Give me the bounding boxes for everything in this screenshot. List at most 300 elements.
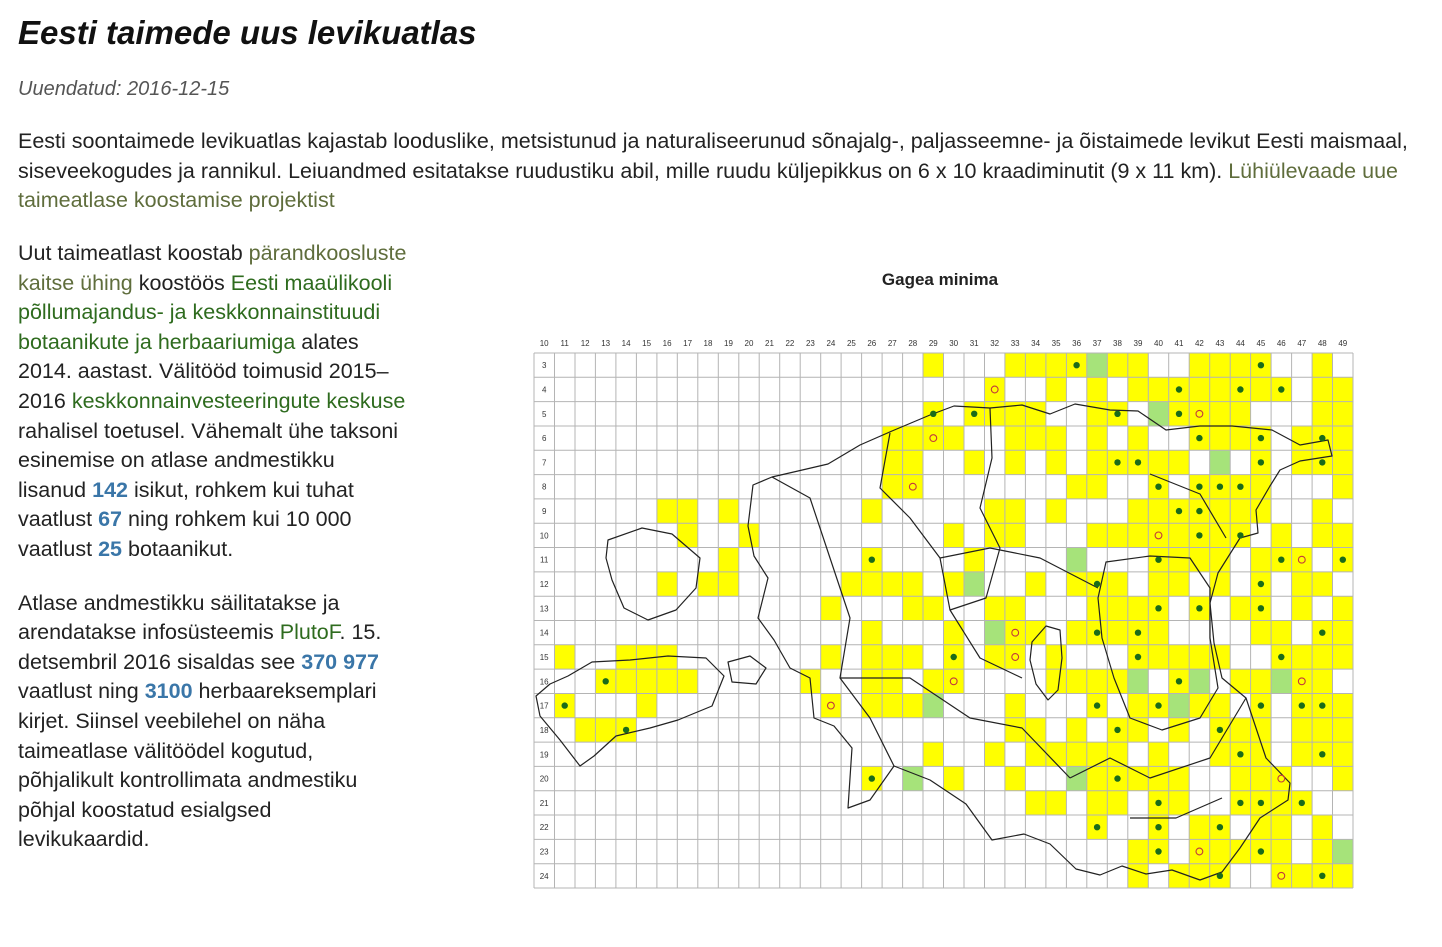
record-dot — [1217, 873, 1223, 879]
occupied-cell — [923, 742, 944, 766]
occupied-cell — [1005, 694, 1026, 718]
occupied-cell — [1312, 815, 1333, 839]
occupied-cell — [739, 523, 760, 547]
column-label: 36 — [1072, 339, 1082, 348]
project-overview-link[interactable]: Lühiülevaade uue taimeatlase koostamise projektist — [18, 158, 1398, 212]
occupied-cell — [657, 572, 678, 596]
occupied-cell — [1189, 645, 1210, 669]
occupied-cell — [1189, 815, 1210, 839]
occupied-cell — [1333, 718, 1354, 742]
map-species-title: Gagea minima — [881, 270, 999, 289]
occupied-cell — [1046, 645, 1067, 669]
record-dot — [1217, 484, 1223, 490]
column-label: 46 — [1276, 339, 1286, 348]
occupied-cell-green — [1148, 402, 1169, 426]
row-label: 7 — [541, 458, 547, 468]
thousand-observers-count: 67 — [98, 507, 123, 532]
occupied-cell — [862, 694, 883, 718]
occupied-cell — [1025, 426, 1046, 450]
record-dot — [1114, 411, 1120, 417]
page-title: Eesti taimede uus levikuatlas — [18, 14, 477, 51]
record-dot — [1319, 873, 1325, 879]
occupied-cell — [964, 450, 985, 474]
occupied-cell-green — [1066, 766, 1087, 790]
column-label: 40 — [1154, 339, 1163, 348]
record-dot — [1319, 459, 1325, 465]
row-label: 4 — [541, 385, 547, 395]
occupied-cell — [1169, 645, 1190, 669]
column-label: 47 — [1297, 339, 1307, 348]
occupied-cell — [1087, 523, 1108, 547]
record-dot — [930, 411, 936, 417]
occupied-cell — [1128, 694, 1149, 718]
record-dot — [1196, 532, 1202, 538]
record-dot — [1258, 848, 1264, 854]
occupied-cell — [1210, 402, 1231, 426]
occupied-cell — [1210, 353, 1231, 377]
occupied-cell — [985, 499, 1006, 523]
occupied-cell — [1169, 864, 1190, 888]
occupied-cell — [1169, 718, 1190, 742]
occupied-cell — [1087, 475, 1108, 499]
column-label: 14 — [621, 339, 631, 348]
occupied-cell — [1128, 426, 1149, 450]
occupied-cell — [1312, 669, 1333, 693]
occupied-cell — [1292, 572, 1313, 596]
occupied-cell — [1148, 621, 1169, 645]
occupied-cell — [1230, 839, 1251, 863]
occupied-cell — [1005, 523, 1026, 547]
occupied-cell — [1087, 766, 1108, 790]
record-dot — [1155, 484, 1161, 490]
occupied-cell — [1087, 742, 1108, 766]
column-label: 44 — [1235, 339, 1245, 348]
occupied-cell-green — [1087, 353, 1108, 377]
record-dot — [1094, 702, 1100, 708]
occupied-cell — [882, 426, 903, 450]
column-label: 13 — [601, 339, 611, 348]
occupied-cell — [1087, 377, 1108, 401]
record-dot — [1319, 435, 1325, 441]
occupied-cell — [1333, 766, 1354, 790]
row-label: 16 — [539, 677, 549, 687]
occupied-cell — [1312, 645, 1333, 669]
occupied-cell — [1128, 839, 1149, 863]
occupied-cell — [882, 694, 903, 718]
occupied-cell — [862, 499, 883, 523]
occupied-cell — [1066, 572, 1087, 596]
record-dot — [1258, 435, 1264, 441]
row-label: 10 — [539, 531, 549, 541]
occupied-cell — [1107, 669, 1128, 693]
occupied-cell — [1148, 742, 1169, 766]
heritage-society-link[interactable]: pärandkoosluste kaitse ühing — [18, 241, 407, 295]
record-dot — [951, 654, 957, 660]
occupied-cell — [1333, 742, 1354, 766]
occupied-cell — [1005, 621, 1026, 645]
text: vaatlust ning — [18, 679, 139, 704]
occupied-cell — [1292, 742, 1313, 766]
occupied-cell — [1169, 791, 1190, 815]
row-label: 11 — [540, 555, 549, 565]
occupied-cell — [1312, 572, 1333, 596]
column-label: 15 — [642, 339, 652, 348]
row-label: 5 — [541, 409, 547, 419]
occupied-cell — [1251, 742, 1272, 766]
occupied-cell — [821, 694, 842, 718]
occupied-cell — [1107, 596, 1128, 620]
updated-date: Uuendatud: 2016-12-15 — [18, 78, 230, 100]
occupied-cell — [1333, 645, 1354, 669]
row-label: 15 — [539, 653, 549, 662]
occupied-cell — [944, 426, 965, 450]
column-label: 38 — [1113, 339, 1122, 348]
column-label: 41 — [1174, 339, 1184, 348]
column-label: 24 — [826, 339, 836, 348]
column-label: 20 — [744, 339, 754, 348]
occupied-cell — [923, 426, 944, 450]
row-label: 13 — [539, 604, 549, 614]
record-dot — [1319, 630, 1325, 636]
record-dot — [1094, 824, 1100, 830]
column-label: 17 — [683, 339, 693, 348]
column-label: 22 — [785, 339, 795, 348]
occupied-cell — [1169, 523, 1190, 547]
occupied-cell — [1128, 523, 1149, 547]
occupied-cell — [862, 621, 883, 645]
record-dot — [603, 678, 609, 684]
occupied-cell — [1292, 718, 1313, 742]
column-label: 45 — [1256, 339, 1266, 348]
record-dot — [1258, 605, 1264, 611]
text: ning rohkem kui 10 000 vaatlust — [18, 507, 352, 561]
occupied-cell — [903, 645, 924, 669]
occupied-cell — [1005, 450, 1026, 474]
occupied-cell — [944, 766, 965, 790]
column-label: 32 — [990, 339, 1000, 348]
occupied-cell — [1312, 353, 1333, 377]
column-label: 19 — [724, 339, 733, 348]
occupied-cell-green — [1169, 694, 1190, 718]
occupied-cell — [1189, 839, 1210, 863]
occupied-cell — [862, 645, 883, 669]
column-label: 30 — [949, 339, 959, 348]
occupied-cell — [616, 669, 637, 693]
occupied-cell — [1189, 353, 1210, 377]
occupied-cell — [1333, 426, 1354, 450]
occupied-cell — [1230, 766, 1251, 790]
occupied-cell — [555, 645, 576, 669]
record-dot — [1155, 848, 1161, 854]
occupied-cell — [1251, 475, 1272, 499]
record-dot — [1196, 605, 1202, 611]
record-dot — [1237, 386, 1243, 392]
record-dot — [1237, 484, 1243, 490]
record-dot — [1217, 727, 1223, 733]
record-dot — [1114, 775, 1120, 781]
occupied-cell — [1046, 791, 1067, 815]
occupied-cell — [1107, 621, 1128, 645]
occupied-cell — [1046, 426, 1067, 450]
occupied-cell — [1128, 596, 1149, 620]
occupied-cell — [1333, 402, 1354, 426]
record-dot — [1176, 386, 1182, 392]
occupied-cell — [1333, 621, 1354, 645]
occupied-cell — [1210, 499, 1231, 523]
occupied-cell — [841, 572, 862, 596]
occupied-cell — [1333, 864, 1354, 888]
occupied-cell — [636, 694, 657, 718]
occupied-cell — [1046, 353, 1067, 377]
occupied-cell — [1005, 718, 1026, 742]
occupied-cell — [1271, 621, 1292, 645]
occupied-cell — [1046, 499, 1067, 523]
occupied-cell — [1025, 621, 1046, 645]
occupied-cell — [1230, 718, 1251, 742]
occupied-cell — [1128, 353, 1149, 377]
text: . 15. detsembril 2016 sisaldas see — [18, 620, 382, 674]
text: alates 2014. aastast. Välitööd toimusid 2015–2016 — [18, 329, 389, 413]
occupied-cell — [1169, 572, 1190, 596]
column-label: 25 — [846, 339, 856, 348]
occupied-cell — [677, 669, 698, 693]
record-dot — [1237, 532, 1243, 538]
column-label: 26 — [867, 339, 877, 348]
record-dot — [1176, 411, 1182, 417]
occupied-cell — [903, 596, 924, 620]
occupied-cell — [1251, 548, 1272, 572]
column-label: 35 — [1051, 339, 1061, 348]
occupied-cell — [1210, 548, 1231, 572]
tenthousand-observers-count: 25 — [98, 536, 123, 561]
occupied-cell — [1292, 669, 1313, 693]
column-label: 12 — [580, 339, 590, 348]
occupied-cell — [1025, 402, 1046, 426]
occupied-cell — [1087, 596, 1108, 620]
column-label: 10 — [539, 339, 549, 348]
row-label: 21 — [539, 798, 549, 808]
row-label: 14 — [539, 628, 549, 638]
occupied-cell — [1333, 694, 1354, 718]
occupied-cell — [1107, 353, 1128, 377]
row-label: 17 — [539, 701, 549, 711]
occupied-cell — [1189, 377, 1210, 401]
occupied-cell — [985, 523, 1006, 547]
muhu-coast — [728, 656, 766, 684]
herbarium-count: 3100 — [144, 679, 193, 704]
occupied-cell — [1210, 839, 1231, 863]
occupied-cell — [903, 426, 924, 450]
record-dot — [1340, 557, 1346, 563]
record-dot — [1114, 459, 1120, 465]
occupied-cell — [1046, 377, 1067, 401]
occupied-cell — [1312, 499, 1333, 523]
text: herbaareksemplari kirjet. Siinsel veebilehel on näha taimeatlase välitöödel kogutud, põhjalikult kontrollimata andmestiku põhjal koostatud esialgsed levikukaardid. — [18, 679, 377, 852]
column-label: 21 — [765, 339, 774, 348]
occupied-cell — [1230, 499, 1251, 523]
occupied-cell — [1189, 402, 1210, 426]
column-label: 31 — [969, 339, 979, 348]
record-dot — [1258, 800, 1264, 806]
occupied-cell — [1230, 426, 1251, 450]
record-dot — [1176, 678, 1182, 684]
occupied-cell — [1148, 766, 1169, 790]
text: botaanikut. — [128, 536, 234, 561]
occupied-cell — [1189, 864, 1210, 888]
row-label: 12 — [539, 580, 549, 589]
observations-count: 370 977 — [301, 649, 379, 674]
plutof-link[interactable]: PlutoF — [279, 620, 340, 645]
occupied-cell — [1271, 766, 1292, 790]
occupied-cell — [1312, 839, 1333, 863]
occupied-cell — [1087, 450, 1108, 474]
occupied-cell — [1312, 402, 1333, 426]
occupied-cell — [718, 572, 739, 596]
record-dot — [1196, 508, 1202, 514]
occupied-cell-green — [1189, 669, 1210, 693]
occupied-cell — [1148, 645, 1169, 669]
occupied-cell — [1230, 353, 1251, 377]
text: Atlase andmestikku säilitatakse ja arendatakse infosüsteemis — [18, 590, 340, 645]
occupied-cell — [1025, 718, 1046, 742]
occupied-cell — [1005, 426, 1026, 450]
occupied-cell — [944, 621, 965, 645]
occupied-cell — [1066, 718, 1087, 742]
occupied-cell — [1271, 864, 1292, 888]
occupied-cell — [1292, 548, 1313, 572]
university-institute-link[interactable]: Eesti maaülikooli põllumajandus- ja keskkonnainstituudi botaanikute ja herbaariumiga — [18, 270, 393, 354]
record-dot — [1258, 459, 1264, 465]
occupied-cell — [1107, 523, 1128, 547]
record-dot — [1135, 654, 1141, 660]
occupied-cell — [1128, 499, 1149, 523]
occupied-cell — [1292, 426, 1313, 450]
occupied-cell — [1333, 450, 1354, 474]
occupied-cell — [1128, 864, 1149, 888]
record-dot — [1237, 751, 1243, 757]
occupied-cell — [657, 499, 678, 523]
text: isikut, rohkem kui tuhat vaatlust — [18, 477, 354, 532]
occupied-cell — [882, 669, 903, 693]
record-dot — [1135, 630, 1141, 636]
info-column — [18, 239, 408, 855]
occupied-cell-green — [923, 694, 944, 718]
occupied-cell — [1005, 499, 1026, 523]
occupied-cell — [1169, 766, 1190, 790]
column-label: 48 — [1317, 339, 1327, 348]
intro-paragraph — [18, 127, 1438, 216]
occupied-cell-green — [1271, 669, 1292, 693]
occupied-cell — [1251, 377, 1272, 401]
occupied-cell — [1230, 596, 1251, 620]
record-dot — [1278, 557, 1284, 563]
occupied-cell — [1292, 596, 1313, 620]
record-dot — [1135, 459, 1141, 465]
record-dot — [1319, 751, 1325, 757]
occupied-cell — [1230, 402, 1251, 426]
record-dot — [1278, 654, 1284, 660]
occupied-cell-green — [1333, 839, 1354, 863]
occupied-cell — [923, 669, 944, 693]
occupied-cell-green — [1066, 548, 1087, 572]
record-dot — [1299, 800, 1305, 806]
record-dot — [1196, 484, 1202, 490]
occupied-cell — [1066, 621, 1087, 645]
column-label: 33 — [1010, 339, 1020, 348]
occupied-cell — [1312, 377, 1333, 401]
occupied-cell — [1251, 766, 1272, 790]
row-label: 3 — [541, 361, 547, 371]
occupied-cell — [1292, 450, 1313, 474]
record-dot — [1094, 630, 1100, 636]
row-label: 20 — [539, 774, 549, 784]
row-label: 24 — [539, 871, 549, 881]
occupied-cell — [1148, 523, 1169, 547]
occupied-cell — [1148, 450, 1169, 474]
occupied-cell — [903, 450, 924, 474]
occupied-cell — [1066, 669, 1087, 693]
row-label: 23 — [539, 847, 549, 857]
row-label: 18 — [539, 725, 549, 735]
occupied-cell — [821, 645, 842, 669]
investment-centre-link[interactable]: keskkonnainvesteeringute keskuse — [71, 388, 406, 413]
record-dot — [1258, 581, 1264, 587]
record-dot — [1155, 702, 1161, 708]
record-dot — [1299, 702, 1305, 708]
occupied-cell — [903, 572, 924, 596]
occupied-cell — [1169, 450, 1190, 474]
occupied-cell — [862, 669, 883, 693]
occupied-cell — [1025, 742, 1046, 766]
column-label: 23 — [805, 339, 815, 348]
column-label: 29 — [928, 339, 938, 348]
occupied-cell — [1087, 426, 1108, 450]
record-dot — [1155, 605, 1161, 611]
occupied-cell — [657, 669, 678, 693]
occupied-cell — [1210, 426, 1231, 450]
occupied-cell — [1128, 377, 1149, 401]
occupied-cell — [1333, 377, 1354, 401]
occupied-cell — [1210, 377, 1231, 401]
row-label: 6 — [541, 434, 547, 444]
occupied-cell — [1251, 669, 1272, 693]
text: rahalisel toetusel. Vähemalt ühe taksoni esinemise on atlase andmestikku lisanud — [18, 418, 399, 502]
column-label: 34 — [1031, 339, 1041, 348]
occupied-cell — [1312, 523, 1333, 547]
column-label: 11 — [560, 339, 569, 348]
record-dot — [1176, 508, 1182, 514]
occupied-cell — [1005, 596, 1026, 620]
column-label: 16 — [662, 339, 672, 348]
occupied-cell — [882, 475, 903, 499]
column-label: 42 — [1194, 339, 1204, 348]
occupied-cell-green — [1128, 669, 1149, 693]
row-label: 9 — [541, 507, 547, 517]
text: koostöös — [138, 270, 225, 295]
occupied-cell-green — [1210, 450, 1231, 474]
intro-text: Eesti soontaimede levikuatlas kajastab looduslike, metsistunud ja naturaliseerunud sõnajalg-, paljasseemne- ja õistaimede levikut Eesti maismaal, siseveekogudes ja rannikul. Leiuandmed esitatakse ruudustiku abil, mille ruudu küljepikkus on 6 x 10 kraadiminutit (9 x 11 km). — [18, 129, 1408, 183]
record-dot — [1114, 727, 1120, 733]
occupied-cell-green — [985, 621, 1006, 645]
occupied-cell — [1148, 572, 1169, 596]
occupied-cell — [1005, 766, 1026, 790]
occupied-cell — [677, 523, 698, 547]
occupied-cell — [616, 645, 637, 669]
record-dot — [1073, 362, 1079, 368]
occupied-cell — [1087, 669, 1108, 693]
occupied-cell — [677, 499, 698, 523]
occupied-cell — [882, 572, 903, 596]
